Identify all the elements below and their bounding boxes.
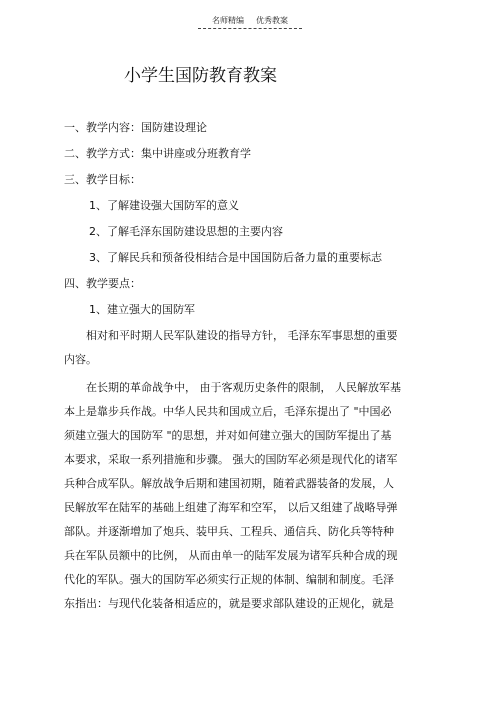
goal-item-2: 2、了解毛泽东国防建设思想的主要内容 — [89, 225, 283, 238]
paragraph-line: 民解放军在陆军的基础上组建了海军和空军， 以后又组建了战略导弹 — [64, 501, 398, 514]
paragraph-line: 东指出：与现代化装备相适应的，就是要求部队建设的正规化，就是 — [64, 597, 394, 610]
paragraph-line: 代化的军队。强大的国防军必须实行正规的体制、编制和制度。毛泽 — [64, 573, 394, 586]
section-method: 二、教学方式：集中讲座或分班教育学 — [64, 147, 251, 160]
paragraph-line: 相对和平时期人民军队建设的指导方针， 毛泽东军事思想的重要 — [86, 329, 398, 342]
page-title: 小学生国防教育教案 — [124, 66, 277, 86]
paragraph-line: 兵种合成军队。解放战争后期和建国初期，随着武器装备的发展，人 — [64, 477, 394, 490]
paragraph-line: 须建立强大的国防军 "的思想，并对如何建立强大的国防军提出了基 — [64, 429, 392, 442]
paragraph-guideline — [64, 324, 438, 372]
paragraph-line: 内容。 — [64, 353, 97, 366]
paragraph-line: 部队。并逐渐增加了炮兵、装甲兵、工程兵、通信兵、防化兵等特种 — [64, 525, 394, 538]
section-points: 四、教学要点： — [64, 277, 141, 290]
header-left-text: 名师精编 — [212, 16, 244, 25]
page-header — [0, 16, 500, 30]
point-item-1: 1、建立强大的国防军 — [89, 303, 195, 316]
header-right-text: 优秀教案 — [256, 16, 288, 25]
section-content: 一、教学内容：国防建设理论 — [64, 121, 207, 134]
section-goal: 三、教学目标： — [64, 173, 141, 186]
goal-item-1: 1、了解建设强大国防军的意义 — [89, 199, 239, 212]
paragraph-line: 本上是靠步兵作战。中华人民共和国成立后，毛泽东提出了 "中国必 — [64, 405, 392, 418]
paragraph-history — [64, 376, 438, 616]
header-divider — [198, 28, 302, 29]
paragraph-line: 在长期的革命战争中， 由于客观历史条件的限制， 人民解放军基 — [86, 381, 401, 394]
goal-item-3: 3、了解民兵和预备役相结合是中国国防后备力量的重要标志 — [89, 251, 382, 264]
paragraph-line: 本要求，采取一系列措施和步骤。 强大的国防军必须是现代化的诸军 — [64, 453, 398, 466]
paragraph-line: 兵在军队员额中的比例， 从而由单一的陆军发展为诸军兵种合成的现 — [64, 549, 398, 562]
